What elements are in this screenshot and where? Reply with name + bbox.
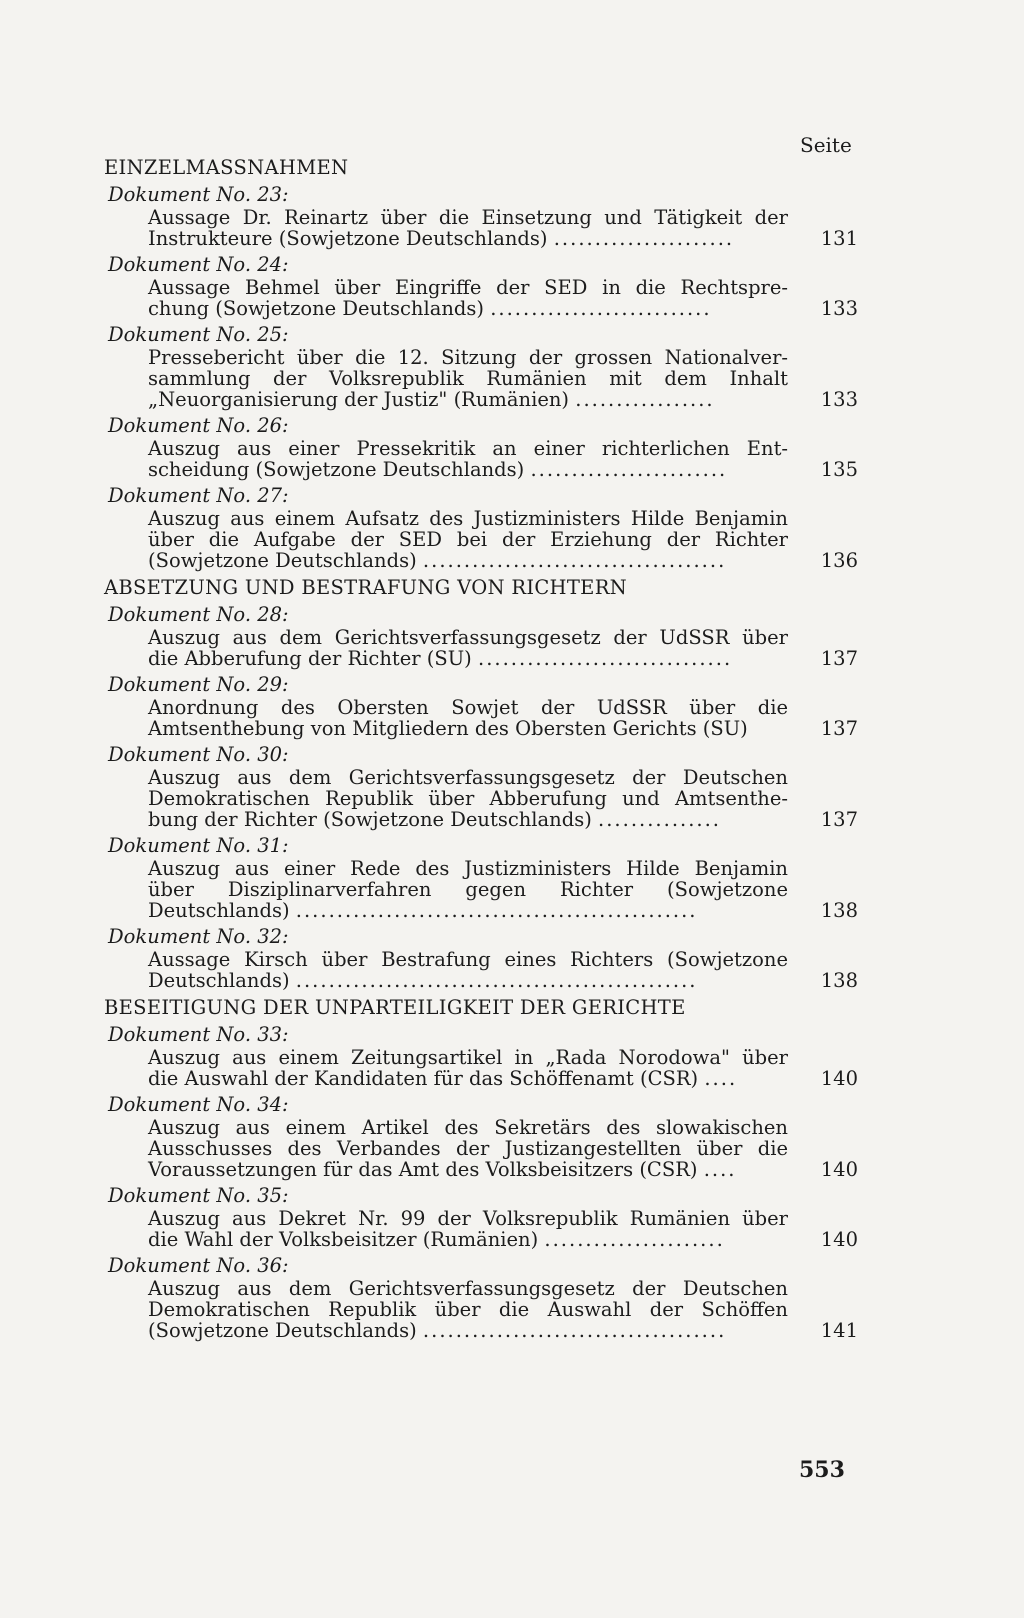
document-label: Dokument No. 25: [108,323,289,346]
description-line: Auszug aus Dekret Nr. 99 der Volksrepublik Rumänien über [148,1207,788,1230]
page-reference: 138 [820,969,858,992]
toc-entry [100,323,860,410]
table-of-contents [100,155,860,1345]
document-label: Dokument No. 27: [108,484,289,507]
description-line: sammlung der Volksrepublik Rumänien mit dem Inhalt [148,367,788,390]
page-reference: 137 [820,808,858,831]
description-last-line [148,1320,788,1341]
description-line: Instrukteure (Sowjetzone Deutschlands) [148,227,548,250]
page-reference: 137 [820,647,858,670]
description-last-line [148,970,788,991]
toc-entry [100,1093,860,1180]
toc-entry [100,414,860,480]
page-column-heading: Seite [800,133,852,157]
document-label: Dokument No. 31: [108,834,289,857]
description-last-line [148,228,788,249]
document-label: Dokument No. 23: [108,183,289,206]
description-line: Demokratischen Republik über Abberufung und Amtsenthe- [148,787,788,810]
document-label: Dokument No. 34: [108,1093,289,1116]
page-reference: 140 [820,1158,858,1181]
description-line: Pressebericht über die 12. Sitzung der grossen Nationalver- [148,346,788,369]
toc-entry [100,673,860,739]
leader-dots: ................. [575,388,715,411]
document-label: Dokument No. 32: [108,925,289,948]
description-line: Aussage Behmel über Eingriffe der SED in die Rechtspre- [148,276,788,299]
document-description [148,1277,858,1342]
description-line: bung der Richter (Sowjetzone Deutschlands) [148,808,592,831]
description-line: Deutschlands) [148,899,290,922]
document-label: Dokument No. 33: [108,1023,289,1046]
leader-dots: ............... [598,808,722,831]
description-line: über Disziplinarverfahren gegen Richter (Sowjetzone [148,878,788,901]
section-heading: EINZELMASSNAHMEN [104,156,349,179]
page-reference: 141 [820,1319,858,1342]
description-line: Deutschlands) [148,969,290,992]
page-reference: 135 [820,458,858,481]
page-reference: 133 [820,297,858,320]
description-last-line [148,718,788,739]
toc-entry [100,743,860,830]
description-line: Auszug aus einer Rede des Justizministers Hilde Benjamin [148,857,788,880]
leader-dots: ..................................... [422,1319,727,1342]
toc-entry [100,834,860,921]
description-line: Amtsenthebung von Mitgliedern des Obersten Gerichts (SU) [148,717,748,740]
toc-entry [100,1184,860,1250]
section-heading: BESEITIGUNG DER UNPARTEILIGKEIT DER GERICHTE [104,996,686,1019]
description-line: „Neuorganisierung der Justiz" (Rumänien) [148,388,570,411]
toc-entry [100,603,860,669]
document-label: Dokument No. 24: [108,253,289,276]
description-line: Auszug aus einem Zeitungsartikel in „Rada Norodowa" über [148,1046,788,1069]
description-line: die Auswahl der Kandidaten für das Schöffenamt (CSR) [148,1067,699,1090]
document-description [148,507,858,572]
leader-dots: ........................ [530,458,728,481]
toc-entry [100,183,860,249]
toc-entry [100,1023,860,1089]
page-reference: 137 [820,717,858,740]
description-line: Anordnung des Obersten Sowjet der UdSSR über die [148,696,788,719]
toc-entry [100,925,860,991]
leader-dots: .... [703,1158,737,1181]
document-description [148,437,858,481]
description-line: Auszug aus einem Aufsatz des Justizministers Hilde Benjamin [148,507,788,530]
document-description [148,696,858,740]
document-label: Dokument No. 26: [108,414,289,437]
description-line: chung (Sowjetzone Deutschlands) [148,297,484,320]
document-description [148,206,858,250]
document-label: Dokument No. 28: [108,603,289,626]
document-label: Dokument No. 30: [108,743,289,766]
description-last-line [148,550,788,571]
document-label: Dokument No. 35: [108,1184,289,1207]
leader-dots: ...................... [553,227,735,250]
description-line: Auszug aus einer Pressekritik an einer richterlichen Ent- [148,437,788,460]
page-reference: 140 [820,1067,858,1090]
description-last-line [148,389,788,410]
description-last-line [148,809,788,830]
leader-dots: ...................... [544,1228,725,1251]
description-line: Voraussetzungen für das Amt des Volksbeisitzers (CSR) [148,1158,698,1181]
description-last-line [148,648,788,669]
description-last-line [148,1068,788,1089]
page-number: 553 [799,1457,845,1483]
description-line: über die Aufgabe der SED bei der Erziehung der Richter [148,528,788,551]
document-description [148,1207,858,1251]
toc-entry [100,484,860,571]
document-description [148,857,858,922]
description-line: Aussage Dr. Reinartz über die Einsetzung und Tätigkeit der [148,206,788,229]
description-last-line [148,298,788,319]
description-line: Ausschusses des Verbandes der Justizangestellten über die [148,1137,788,1160]
description-line: (Sowjetzone Deutschlands) [148,1319,417,1342]
description-last-line [148,459,788,480]
document-description [148,276,858,320]
page-reference: 140 [820,1228,858,1251]
toc-entry [100,1254,860,1341]
leader-dots: ..................................... [422,549,727,572]
document-description [148,948,858,992]
description-line: die Abberufung der Richter (SU) [148,647,472,670]
description-last-line [148,900,788,921]
document-description [148,1116,858,1181]
leader-dots: ................................................. [295,969,698,992]
description-line: die Wahl der Volksbeisitzer (Rumänien) [148,1228,539,1251]
description-line: Auszug aus dem Gerichtsverfassungsgesetz der UdSSR über [148,626,788,649]
document-description [148,626,858,670]
leader-dots: .... [704,1067,738,1090]
description-line: Aussage Kirsch über Bestrafung eines Richters (Sowjetzone [148,948,788,971]
leader-dots: ................................................. [295,899,698,922]
toc-entry [100,253,860,319]
description-line: Auszug aus dem Gerichtsverfassungsgesetz der Deutschen [148,1277,788,1300]
section-heading: ABSETZUNG UND BESTRAFUNG VON RICHTERN [104,576,628,599]
leader-dots: ........................... [490,297,712,320]
description-last-line [148,1229,788,1250]
description-last-line [148,1159,788,1180]
description-line: Auszug aus dem Gerichtsverfassungsgesetz der Deutschen [148,766,788,789]
description-line: (Sowjetzone Deutschlands) [148,549,417,572]
page-reference: 138 [820,899,858,922]
description-line: Demokratischen Republik über die Auswahl der Schöffen [148,1298,788,1321]
page-reference: 131 [820,227,858,250]
description-line: scheidung (Sowjetzone Deutschlands) [148,458,525,481]
document-description [148,346,858,411]
page-reference: 133 [820,388,858,411]
document-description [148,1046,858,1090]
page-reference: 136 [820,549,858,572]
document-label: Dokument No. 29: [108,673,289,696]
document-description [148,766,858,831]
document-label: Dokument No. 36: [108,1254,289,1277]
leader-dots: ............................... [478,647,733,670]
description-line: Auszug aus einem Artikel des Sekretärs des slowakischen [148,1116,788,1139]
